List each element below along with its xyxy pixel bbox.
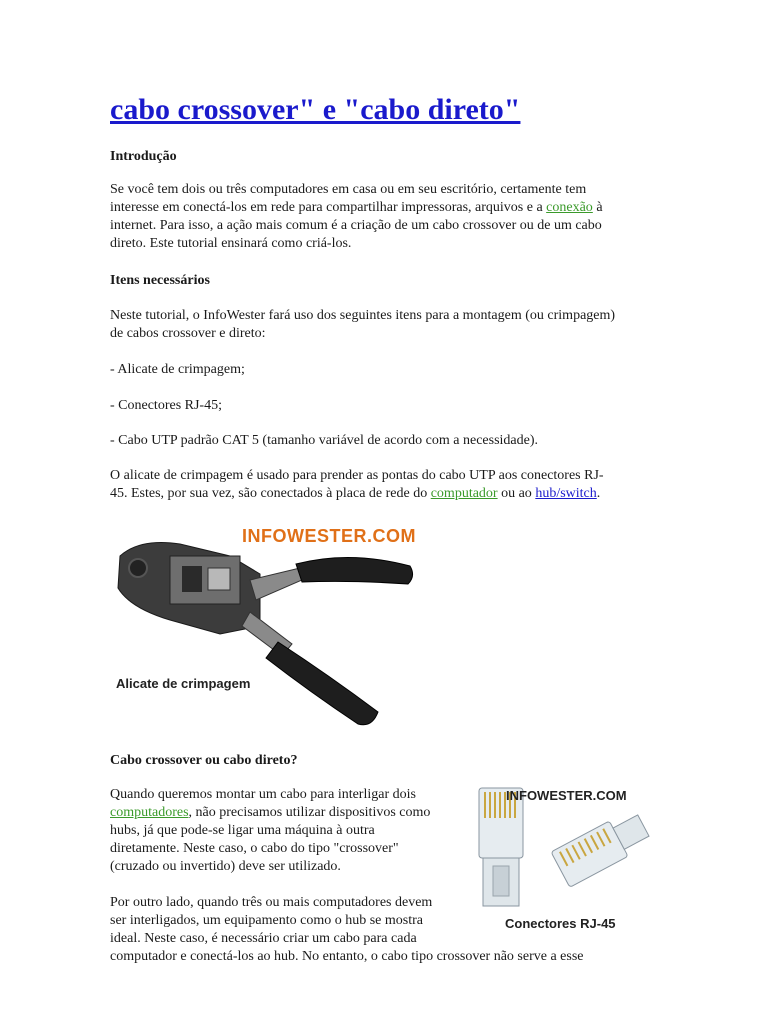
crimper-image [110, 516, 420, 732]
intro-text: interesse em conectá-los em rede para compartilhar impressoras, arquivos e a [110, 200, 547, 215]
title-link[interactable]: cabo crossover" e "cabo direto" [110, 93, 521, 126]
crossover-line-2 [110, 804, 430, 822]
crossover-paragraph-1 [110, 786, 430, 876]
crossover-line-5: (cruzado ou invertido) deve ser utilizado. [110, 859, 341, 874]
items-heading: Itens necessários [110, 273, 210, 288]
intro-text: à [592, 200, 603, 215]
computadores-link[interactable]: computadores [110, 805, 189, 820]
items-intro-paragraph [110, 307, 615, 343]
crossover2-line-1: Por outro lado, quando três ou mais computadores devem [110, 895, 433, 910]
crimper-line-2 [110, 485, 604, 503]
item-connectors: - Conectores RJ-45; [110, 398, 222, 413]
crimper-text: 45. Estes, por sua vez, são conectados à placa de rede do [110, 486, 431, 501]
intro-heading: Introdução [110, 149, 177, 164]
crossover2-line-2: ser interligados, um equipamento como o hub se mostra [110, 913, 423, 928]
crossover-text: , não precisamos utilizar dispositivos como [188, 805, 431, 820]
rj45-watermark: INFOWESTER.COM [506, 788, 627, 803]
items-intro-line-2: de cabos crossover e direto: [110, 326, 266, 341]
page-title [110, 92, 520, 128]
crimper-text: . [596, 486, 601, 501]
rj45-caption: Conectores RJ-45 [505, 916, 616, 931]
conexao-link[interactable]: conexão [546, 200, 593, 215]
rj45-illustration [465, 782, 665, 938]
items-intro-line-1: Neste tutorial, o InfoWester fará uso dos seguintes itens para a montagem (ou crimpagem) [110, 308, 616, 323]
hub-switch-link[interactable]: hub/switch [535, 486, 597, 501]
computador-link[interactable]: computador [430, 486, 498, 501]
intro-line-2 [110, 199, 603, 217]
crossover-line-4: diretamente. Neste caso, o cabo do tipo "crossover" [110, 841, 399, 856]
crimper-line-1: O alicate de crimpagem é usado para prender as pontas do cabo UTP aos conectores RJ- [110, 468, 604, 483]
intro-line-3: internet. Para isso, a ação mais comum é a criação de um cabo crossover ou de um cabo [110, 218, 602, 233]
crimper-caption: Alicate de crimpagem [116, 676, 251, 691]
intro-line-1: Se você tem dois ou três computadores em casa ou em seu escritório, certamente tem [110, 182, 587, 197]
rj45-image [465, 782, 665, 938]
crimper-paragraph [110, 467, 604, 503]
crossover2-line-3: ideal. Neste caso, é necessário criar um cabo para cada [110, 931, 417, 946]
item-crimper: - Alicate de crimpagem; [110, 362, 245, 377]
crimper-illustration [110, 516, 420, 732]
crimper-text: ou ao [497, 486, 536, 501]
item-cable: - Cabo UTP padrão CAT 5 (tamanho variável de acordo com a necessidade). [110, 433, 539, 448]
intro-paragraph [110, 181, 603, 253]
crossover-line-1: Quando queremos montar um cabo para interligar dois [110, 787, 416, 802]
crossover2-line-4: computador e conectá-los ao hub. No entanto, o cabo tipo crossover não serve a esse [110, 949, 584, 964]
crossover-line-3: hubs, já que pode-se ligar uma máquina à outra [110, 823, 375, 838]
crossover-heading: Cabo crossover ou cabo direto? [110, 753, 298, 768]
crimper-watermark: INFOWESTER.COM [242, 526, 416, 546]
intro-line-4: direto. Este tutorial ensinará como criá-los. [110, 236, 352, 251]
